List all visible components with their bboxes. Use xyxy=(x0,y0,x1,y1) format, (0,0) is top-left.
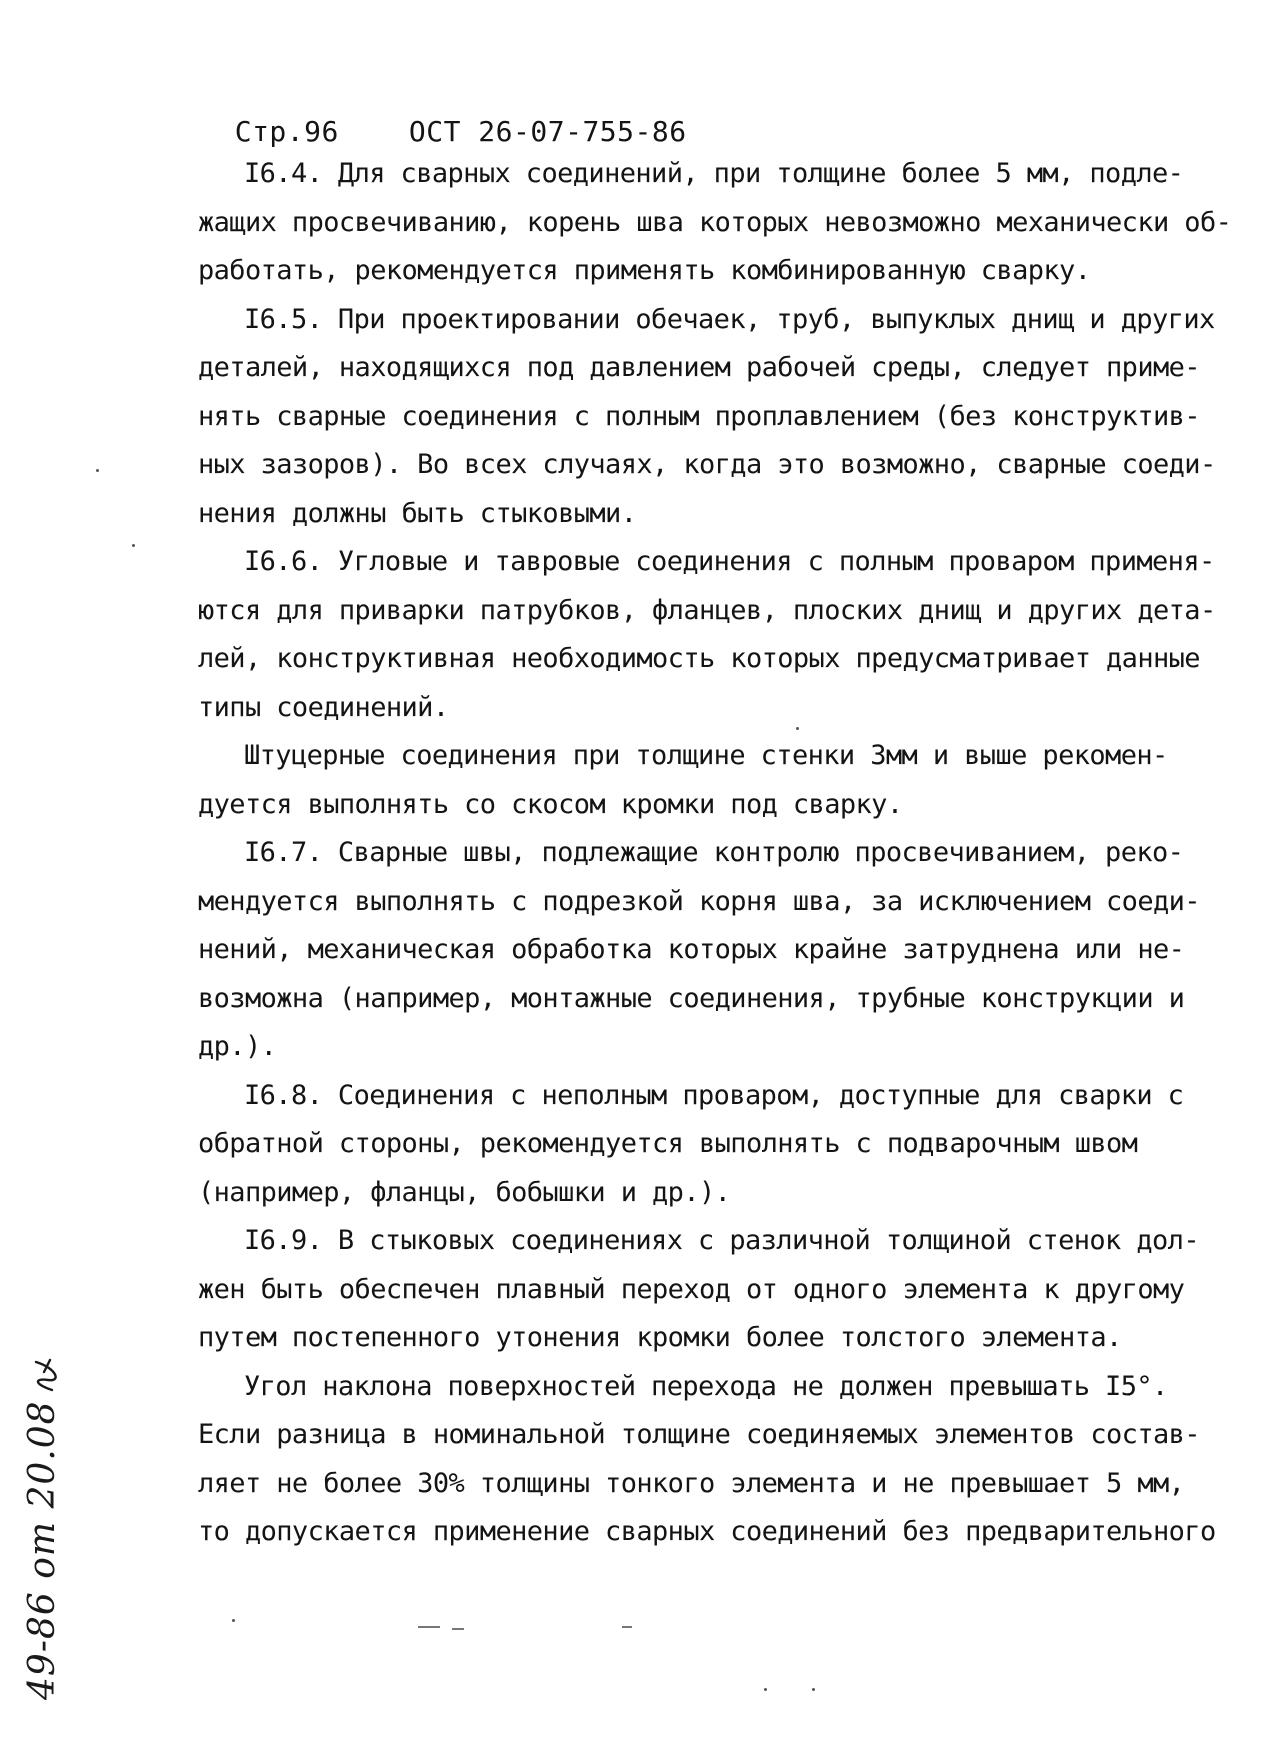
paragraph-16-6 xyxy=(198,538,1223,732)
text-line: I6.5. При проектировании обечаек, труб, выпуклых днищ и других xyxy=(244,303,1215,335)
page-number: Стр.96 xyxy=(234,115,339,148)
scan-speck xyxy=(796,727,799,730)
text-line: дуется выполнять со скосом кромки под сварку. xyxy=(198,788,903,820)
text-line: мендуется выполнять с подрезкой корня шва, за исключением соеди- xyxy=(198,885,1200,917)
scan-speck xyxy=(764,1688,767,1691)
handwritten-margin-note xyxy=(22,1358,63,1700)
paragraph-slope-angle xyxy=(198,1363,1223,1557)
text-line: возможна (например, монтажные соединения, трубные конструкции и xyxy=(198,982,1185,1014)
page-header xyxy=(200,82,687,148)
text-line: Угол наклона поверхностей перехода не должен превышать I5°. xyxy=(244,1370,1168,1402)
text-line: то допускается применение сварных соединений без предварительного xyxy=(198,1516,1216,1547)
text-line: Если разница в номинальной толщине соединяемых элементов состав- xyxy=(198,1419,1200,1450)
text-line: Штуцерные соединения при толщине стенки 3мм и выше рекомен- xyxy=(244,740,1168,771)
text-line: нять сварные соединения с полным проплавлением (без конструктив- xyxy=(198,400,1200,432)
text-line: нения должны быть стыковыми. xyxy=(198,497,637,529)
scan-speck xyxy=(232,1619,235,1622)
text-line: ляет не более 30% толщины тонкого элемента и не превышает 5 мм, xyxy=(198,1467,1185,1499)
standard-number: ОСТ 26-07-755-86 xyxy=(408,115,687,148)
paragraph-16-9 xyxy=(198,1217,1223,1363)
text-line: др.). xyxy=(198,1031,277,1062)
text-line: путем постепенного утонения кромки более толстого элемента. xyxy=(198,1322,1122,1353)
paragraph-fittings xyxy=(198,732,1223,829)
paragraph-16-5 xyxy=(198,296,1223,539)
text-line: I6.7. Сварные швы, подлежащие контролю просвечиванием, реко- xyxy=(244,837,1184,868)
text-line: I6.6. Угловые и тавровые соединения с полным проваром применя- xyxy=(244,546,1215,577)
scan-speck xyxy=(812,1688,815,1691)
text-line: (например, фланцы, бобышки и др.). xyxy=(198,1176,731,1208)
paragraph-16-4 xyxy=(198,150,1232,296)
scan-speck xyxy=(132,544,135,547)
text-line: типы соединений. xyxy=(198,691,449,723)
text-line: жен быть обеспечен плавный переход от одного элемента к другому xyxy=(198,1273,1185,1305)
text-line: ных зазоров). Во всех случаях, когда это возможно, сварные соеди- xyxy=(198,449,1216,480)
scan-dash xyxy=(452,1628,464,1630)
text-line: ются для приварки патрубков, фланцев, плоских днищ и других дета- xyxy=(198,594,1216,626)
scan-dash xyxy=(418,1626,440,1628)
text-line: работать, рекомендуется применять комбинированную сварку. xyxy=(198,255,1091,286)
text-line: I6.8. Соединения с неполным проваром, доступные для сварки с xyxy=(244,1079,1184,1111)
text-line: деталей, находящихся под давлением рабочей среды, следует приме- xyxy=(198,352,1200,383)
margin-note-text: 49-86 от 20.08 xyxy=(22,1400,63,1700)
signature-mark xyxy=(32,1358,58,1392)
text-line: лей, конструктивная необходимость которых предусматривает данные xyxy=(198,643,1200,674)
paragraph-16-7 xyxy=(198,829,1223,1072)
text-line: обратной стороны, рекомендуется выполнять с подварочным швом xyxy=(198,1128,1138,1159)
text-line: I6.4. Для сварных соединений, при толщине более 5 мм, подле- xyxy=(244,158,1184,189)
text-line: I6.9. В стыковых соединениях с различной толщиной стенок дол- xyxy=(244,1225,1199,1256)
scan-speck xyxy=(96,469,99,472)
text-line: нений, механическая обработка которых крайне затруднена или не- xyxy=(198,934,1185,965)
paragraph-16-8 xyxy=(198,1072,1223,1218)
text-line: жащих просвечиванию, корень шва которых невозможно механически об- xyxy=(198,206,1232,238)
scan-dash xyxy=(622,1626,632,1628)
document-body xyxy=(198,150,1232,1557)
